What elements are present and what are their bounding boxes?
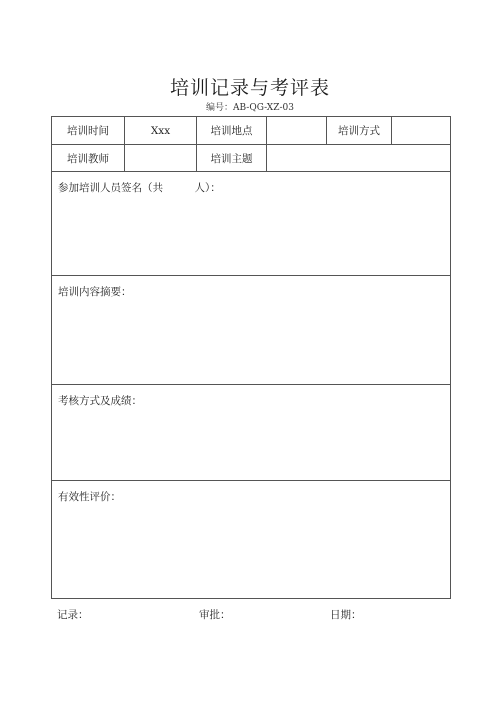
attendees-signature-section[interactable] xyxy=(52,172,450,276)
document-number: 编号：AB-QG-XZ-03 xyxy=(206,103,294,113)
trainer-field[interactable] xyxy=(125,145,197,171)
assessment-label: 考核方式及成绩： xyxy=(58,395,142,407)
date-label: 日期： xyxy=(330,609,362,621)
info-row-1 xyxy=(52,117,450,145)
record-signature-label: 记录： xyxy=(57,609,89,621)
training-time-label: 培训时间 xyxy=(52,117,125,144)
training-topic-label: 培训主题 xyxy=(197,145,267,171)
form-title: 培训记录与考评表 xyxy=(169,77,330,99)
trainer-label: 培训教师 xyxy=(52,145,125,171)
effectiveness-section[interactable] xyxy=(52,481,450,598)
training-place-field[interactable] xyxy=(267,117,327,144)
attendees-signature-label: 参加培训人员签名（共 人）： xyxy=(58,182,221,194)
effectiveness-label: 有效性评价： xyxy=(58,491,121,503)
content-summary-label: 培训内容摘要： xyxy=(58,286,132,298)
approval-signature-label: 审批： xyxy=(199,609,231,621)
training-method-field[interactable] xyxy=(392,117,450,144)
info-row-2 xyxy=(52,145,450,172)
content-summary-section[interactable] xyxy=(52,276,450,385)
training-topic-field[interactable] xyxy=(267,145,450,171)
training-time-field[interactable]: Xxx xyxy=(125,117,197,144)
training-record-form xyxy=(51,116,451,599)
assessment-section[interactable] xyxy=(52,385,450,481)
training-place-label: 培训地点 xyxy=(197,117,267,144)
training-method-label: 培训方式 xyxy=(327,117,392,144)
